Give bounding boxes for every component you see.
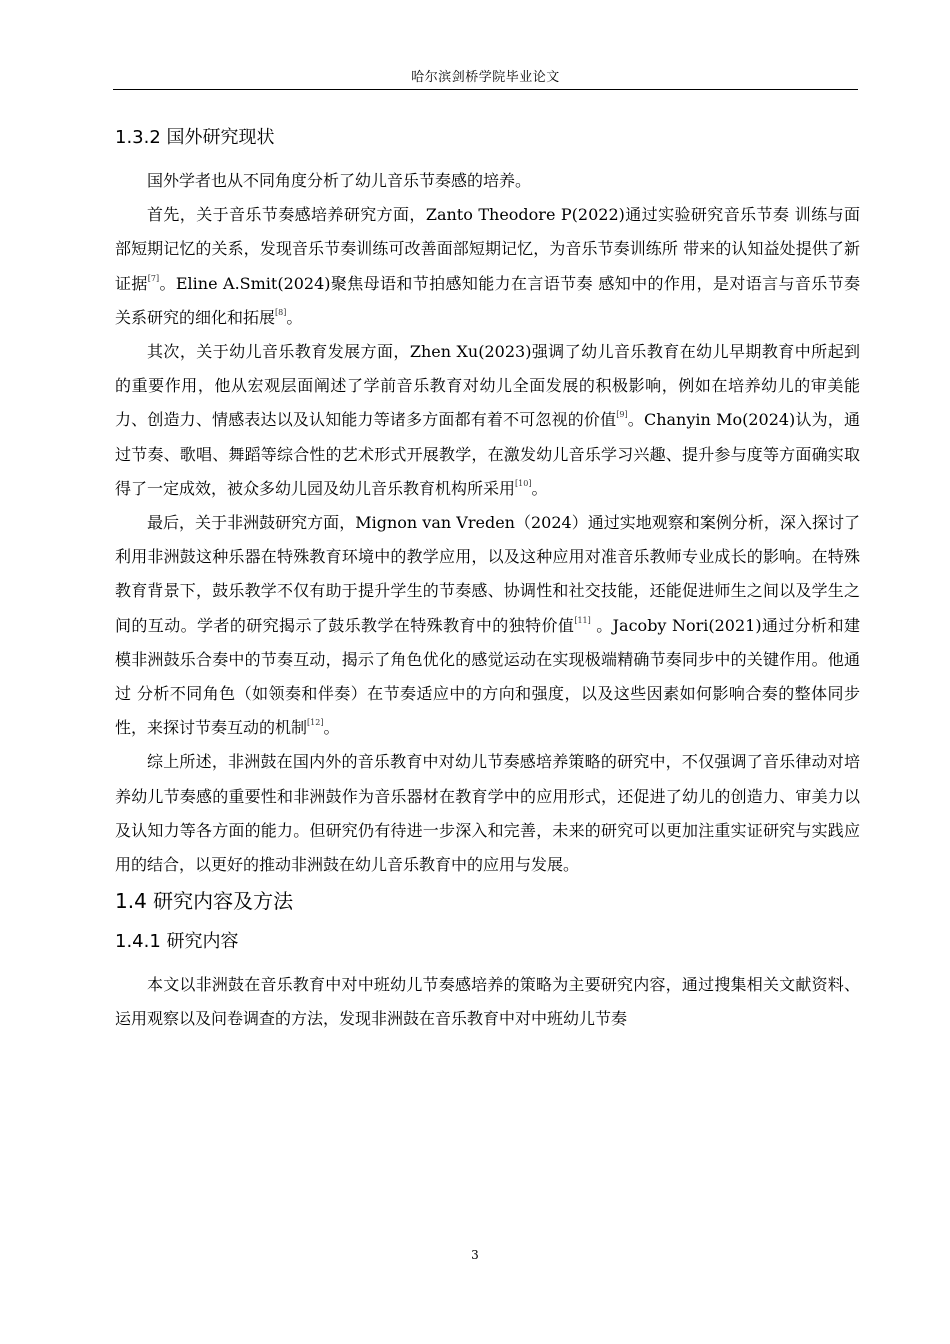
section-heading-1-4-1: 1.4.1 研究内容 — [115, 931, 239, 953]
paragraph-text: 。Jacoby Nori(2021)通过分析和建模非洲鼓乐合奏中的节奏互动，揭示了角色优化的感觉运动在实现极端精确节奏同步中的关键作用。他通过 分析不同角色（如领奏和伴奏）在节奏适应中的方向和强度，以及这些因素如何影响合奏的整体同步性，来探讨节奏互动的机制 — [115, 615, 860, 738]
paragraph-text: 其次，关于幼儿音乐教育发展方面，Zhen Xu(2023)强调了幼儿音乐教育在幼儿早期教育中所起到的重要作用，他从宏观层面阐述了学前音乐教育对幼儿全面发展的积极影响，例如在培养幼儿的审美能力、创造力、情感表达以及认知能力等诸多方面都有着不可忽视的价值 — [115, 342, 860, 430]
citation-12: [12] — [307, 718, 324, 728]
citation-7: [7] — [147, 273, 160, 283]
paragraph-african-drum — [115, 506, 860, 745]
citation-8: [8] — [275, 307, 287, 317]
citation-11: [11] — [574, 615, 591, 625]
paragraph-rhythm-research — [115, 198, 860, 335]
paragraph-text: 。 — [531, 478, 548, 498]
page-header: 哈尔滨剑桥学院毕业论文 — [113, 66, 858, 90]
paragraph-summary: 综上所述，非洲鼓在国内外的音乐教育中对幼儿节奏感培养策略的研究中，不仅强调了音乐律动对培养幼儿节奏感的重要性和非洲鼓作为音乐器材在教育学中的应用形式，还促进了幼儿的创造力、审美力以及认知力等各方面的能力。但研究仍有待进一步深入和完善，未来的研究可以更加注重实证研究与实践应用的结合，以更好的推动非洲鼓在幼儿音乐教育中的应用与发展。 — [115, 752, 860, 875]
citation-10: [10] — [515, 478, 532, 488]
paragraph-text: 。 — [286, 307, 303, 327]
paragraph-research-content: 本文以非洲鼓在音乐教育中对中班幼儿节奏感培养的策略为主要研究内容，通过搜集相关文献资料、运用观察以及问卷调查的方法，发现非洲鼓在音乐教育中对中班幼儿节奏 — [115, 975, 860, 1029]
paragraph-text: 。 — [323, 718, 340, 738]
section-heading-1-3-2: 1.3.2 国外研究现状 — [115, 127, 275, 148]
paragraph-intro: 国外学者也从不同角度分析了幼儿音乐节奏感的培养。 — [147, 171, 532, 190]
paragraph-text: 最后，关于非洲鼓研究方面，Mignon van Vreden（2024）通过实地观察和案例分析，深入探讨了利用非洲鼓这种乐器在特殊教育环境中的教学应用，以及这种应用对准音乐教师专业成长的影响。在特殊教育背景下，鼓乐教学不仅有助于提升学生的节奏感、协调性和社交技能，还能促进师生之间以及学生之间的互动。学者的研究揭示了鼓乐教学在特殊教育中的独特价值 — [115, 513, 860, 635]
paragraph-text: 。Chanyin Mo(2024)认为，通过节奏、歌唱、舞蹈等综合性的艺术形式开展教学，在激发幼儿音乐学习兴趣、提升参与度等方面确实取得了一定成效，被众多幼儿园及幼儿音乐教育机构所采用 — [115, 410, 860, 498]
page-content — [115, 126, 860, 1037]
page-number: 3 — [471, 1248, 479, 1262]
paragraph-text: 。Eline A.Smit(2024)聚焦母语和节拍感知能力在言语节奏 感知中的作用，是对语言与音乐节奏关系研究的细化和拓展 — [115, 273, 860, 327]
paragraph-music-education — [115, 335, 860, 506]
citation-9: [9] — [616, 410, 628, 420]
paragraph-text: 首先，关于音乐节奏感培养研究方面，Zanto Theodore P(2022)通过实验研究音乐节奏 训练与面部短期记忆的关系，发现音乐节奏训练可改善面部短期记忆，为音乐节奏训练所 带来的认知益处提供了新证据 — [115, 205, 860, 293]
section-heading-1-4: 1.4 研究内容及方法 — [115, 889, 294, 914]
